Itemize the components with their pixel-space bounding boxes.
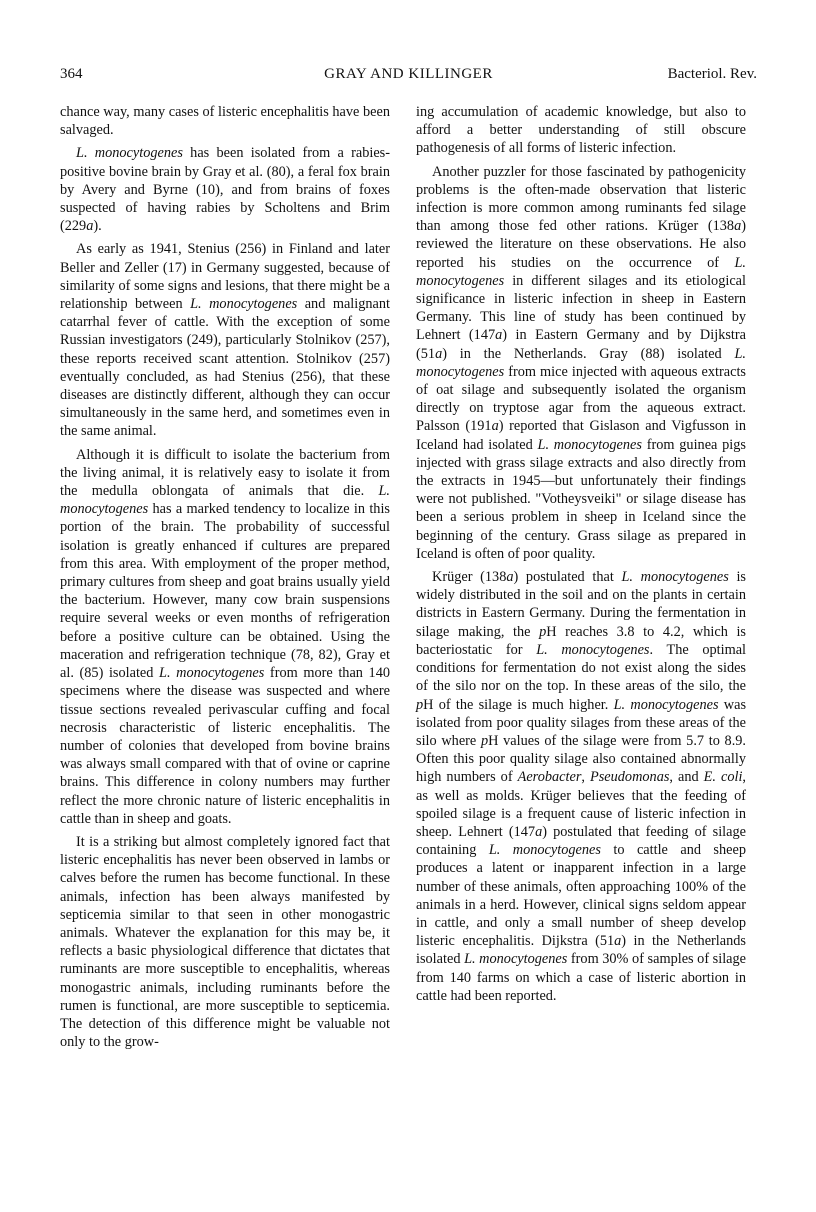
text-run: Another puzzler for those fascinated by pathogenicity problems is the often-made observation that listeric infection is more common among ruminants fed silage than among those fed other rations. Krüger (138 [416,163,746,235]
text-run: is widely distributed in the soil and on the plants in certain districts in Eastern Germany. During the fermentation in silage making, the [416,569,746,640]
italic-text: L. monocytogenes [60,483,390,518]
page-number: 364 [60,66,83,82]
italic-text: E. coli [703,769,743,786]
italic-text: a [734,218,742,235]
text-run: Krüger (138 [432,569,507,586]
text-run: from more than 140 specimens where the disease was suspected and where tissue sections revealed perivascular cuffing and focal necrosis characteristic of listeric encephalitis. The number of colonies that developed from bovine brains was always small compared with that of ovine or caprine brains. This difference in colony numbers may further reflect the more chronic nature of listeric encephalitis in cattle than in sheep and goats. [60,665,390,827]
text-run: ) in the Netherlands. Gray (88) isolated [442,345,735,362]
text-run: was isolated from poor quality silages from these areas of the silo where [416,696,747,749]
text-run: ) in Eastern Germany and by Dijkstra (51 [416,327,746,362]
text-run: to cattle and sheep produces a latent or inapparent infection in a large number of these animals, often approaching 100% of the animals in a herd. However, clinical signs seldom appear in cattle, and only a small number of sheep develop listeric encephalitis. Dijkstra (51 [416,842,746,950]
italic-text: a [491,418,499,435]
italic-text: L. monocytogenes [537,436,642,453]
text-run: from 30% of samples of silage from 140 farms on which a case of listeric abortion in cattle had been reported. [416,951,747,1004]
text-run: H reaches 3.8 to 4.2, which is bacteriostatic for [416,623,746,658]
page-header [60,66,757,90]
paragraph [60,103,390,139]
italic-text: L. monocytogenes [621,569,729,586]
paragraph [416,568,746,1005]
right-column [416,103,746,1010]
paragraph [416,163,746,563]
text-run: ) in the Netherlands isolated [416,933,746,968]
text-run: ) postulated that [513,569,622,586]
text-run: from guinea pigs injected with grass silage extracts and also directly from the extracts in 1945—but unfortunately their findings were not published. "Votheysveiki" or silage disease has been a serious problem in sheep in Iceland since the beginning of the century. Grass silage as prepared in Iceland is often of poor quality. [416,436,746,562]
text-run: from mice injected with aqueous extracts of oat silage and subsequently isolated the organism directly on tryptose agar from the aqueous extract. Palsson (191 [416,363,746,435]
text-run: It is a striking but almost completely ignored fact that listeric encephalitis has never been observed in lambs or calves before the rumen has become functional. In these animals, infection has been always manifested by septicemia similar to that seen in other monogastric animals. Whatever the explanation for this may be, it reflects a basic physiological difference that dictates that ruminants are more susceptible to encephalitis, whereas monogastric animals, including ruminants before the rumen is functional, are more susceptible to septicemia. The detection of this difference might be valuable not only to the grow- [60,833,390,1051]
italic-text: a [435,345,443,362]
text-run: ing accumulation of academic knowledge, but also to afford a better understanding of still obscure pathogenesis of all forms of listeric infection. [416,104,746,157]
text-run: ). [93,218,102,235]
text-run: ) postulated that feeding of silage containing [416,823,746,859]
text-run: and malignant catarrhal fever of cattle. With the exception of some Russian investigators (249), particularly Stolnikov (257), these reports received scant attention. Stolnikov (257) eventually concluded, as had Stenius (256), that these diseases are distinctly different, although they can occur simultaneously in the same herd, and sometimes even in the same animal. [60,296,391,440]
italic-text: a [535,823,543,840]
left-column [60,103,390,1056]
italic-text: Aerobacter [517,769,582,786]
italic-text: L. monocytogenes [416,254,746,289]
italic-text: a [86,218,94,235]
italic-text: L. monocytogenes [190,296,298,313]
text-run: , and [669,769,704,786]
italic-text: L. monocytogenes [464,951,568,968]
text-run: chance way, many cases of listeric encephalitis have been salvaged. [60,104,390,139]
text-run: , [581,769,590,786]
text-run: ) reviewed the literature on these observations. He also reported his studies on the occurrence of [416,218,746,271]
text-run: , as well as molds. Krüger believes that the feeding of spoiled silage is a frequent cause of listeric infection in sheep. Lehnert (147 [416,769,746,840]
text-run: . The optimal conditions for fermentation do not exist along the sides of the silo nor on the top. In these areas of the silo, the [416,641,747,695]
text-run: H values of the silage were from 5.7 to 8.9. Often this poor quality silage also contained abnormally high numbers of [416,732,746,786]
text-run: has been isolated from a rabies-positive bovine brain by Gray et al. (80), a feral fox brain by Avery and Byrne (10), and from brains of foxes suspected of having rabies by Scholtens and Brim (229 [60,145,391,235]
italic-text: a [495,327,503,344]
italic-text: L. monocytogenes [613,696,719,713]
italic-text: L. monocytogenes [416,345,746,380]
text-run: ) reported that Gislason and Vigfusson in Iceland had isolated [416,418,746,453]
text-run: As early as 1941, Stenius (256) in Finland and later Beller and Zeller (17) in Germany suggested, because of similarity of some signs and lesions, that there might be a relationship between [60,241,390,313]
italic-text: p [539,623,547,640]
paragraph [60,833,390,1051]
italic-text: p [480,732,489,749]
text-run: has a marked tendency to localize in this portion of the brain. The probability of successful isolation is greatly enhanced if cultures are prepared from this area. With employment of the proper method, primary cultures from sheep and goat brains usually yield the bacterium. However, many cow brain suspensions require several weeks or even months of refrigeration before a positive culture can be obtained. Using the maceration and refrigeration technique (78, 82), Gray et al. (85) isolated [60,501,390,682]
paragraph [60,144,390,235]
italic-text: L. monocytogenes [76,145,183,162]
text-run: H of the silage is much higher. [423,696,614,713]
paragraph [60,240,390,440]
italic-text: a [614,933,622,950]
italic-text: L. monocytogenes [488,842,601,859]
text-run: in different silages and its etiological significance in listeric infection in sheep in Eastern Germany. This line of study has been continued by Lehnert (147 [416,272,746,344]
italic-text: a [506,569,514,586]
text-run: Although it is difficult to isolate the bacterium from the living animal, it is relatively easy to isolate it from the medulla oblongata of animals that die. [60,446,390,500]
italic-text: p [416,696,424,713]
running-title: GRAY AND KILLINGER [324,66,493,82]
italic-text: Pseudomonas [589,769,670,786]
journal-name: Bacteriol. Rev. [667,66,757,82]
paragraph [416,103,746,158]
paragraph [60,446,390,828]
italic-text: L. monocytogenes [536,641,650,658]
italic-text: L. monocytogenes [159,665,265,682]
